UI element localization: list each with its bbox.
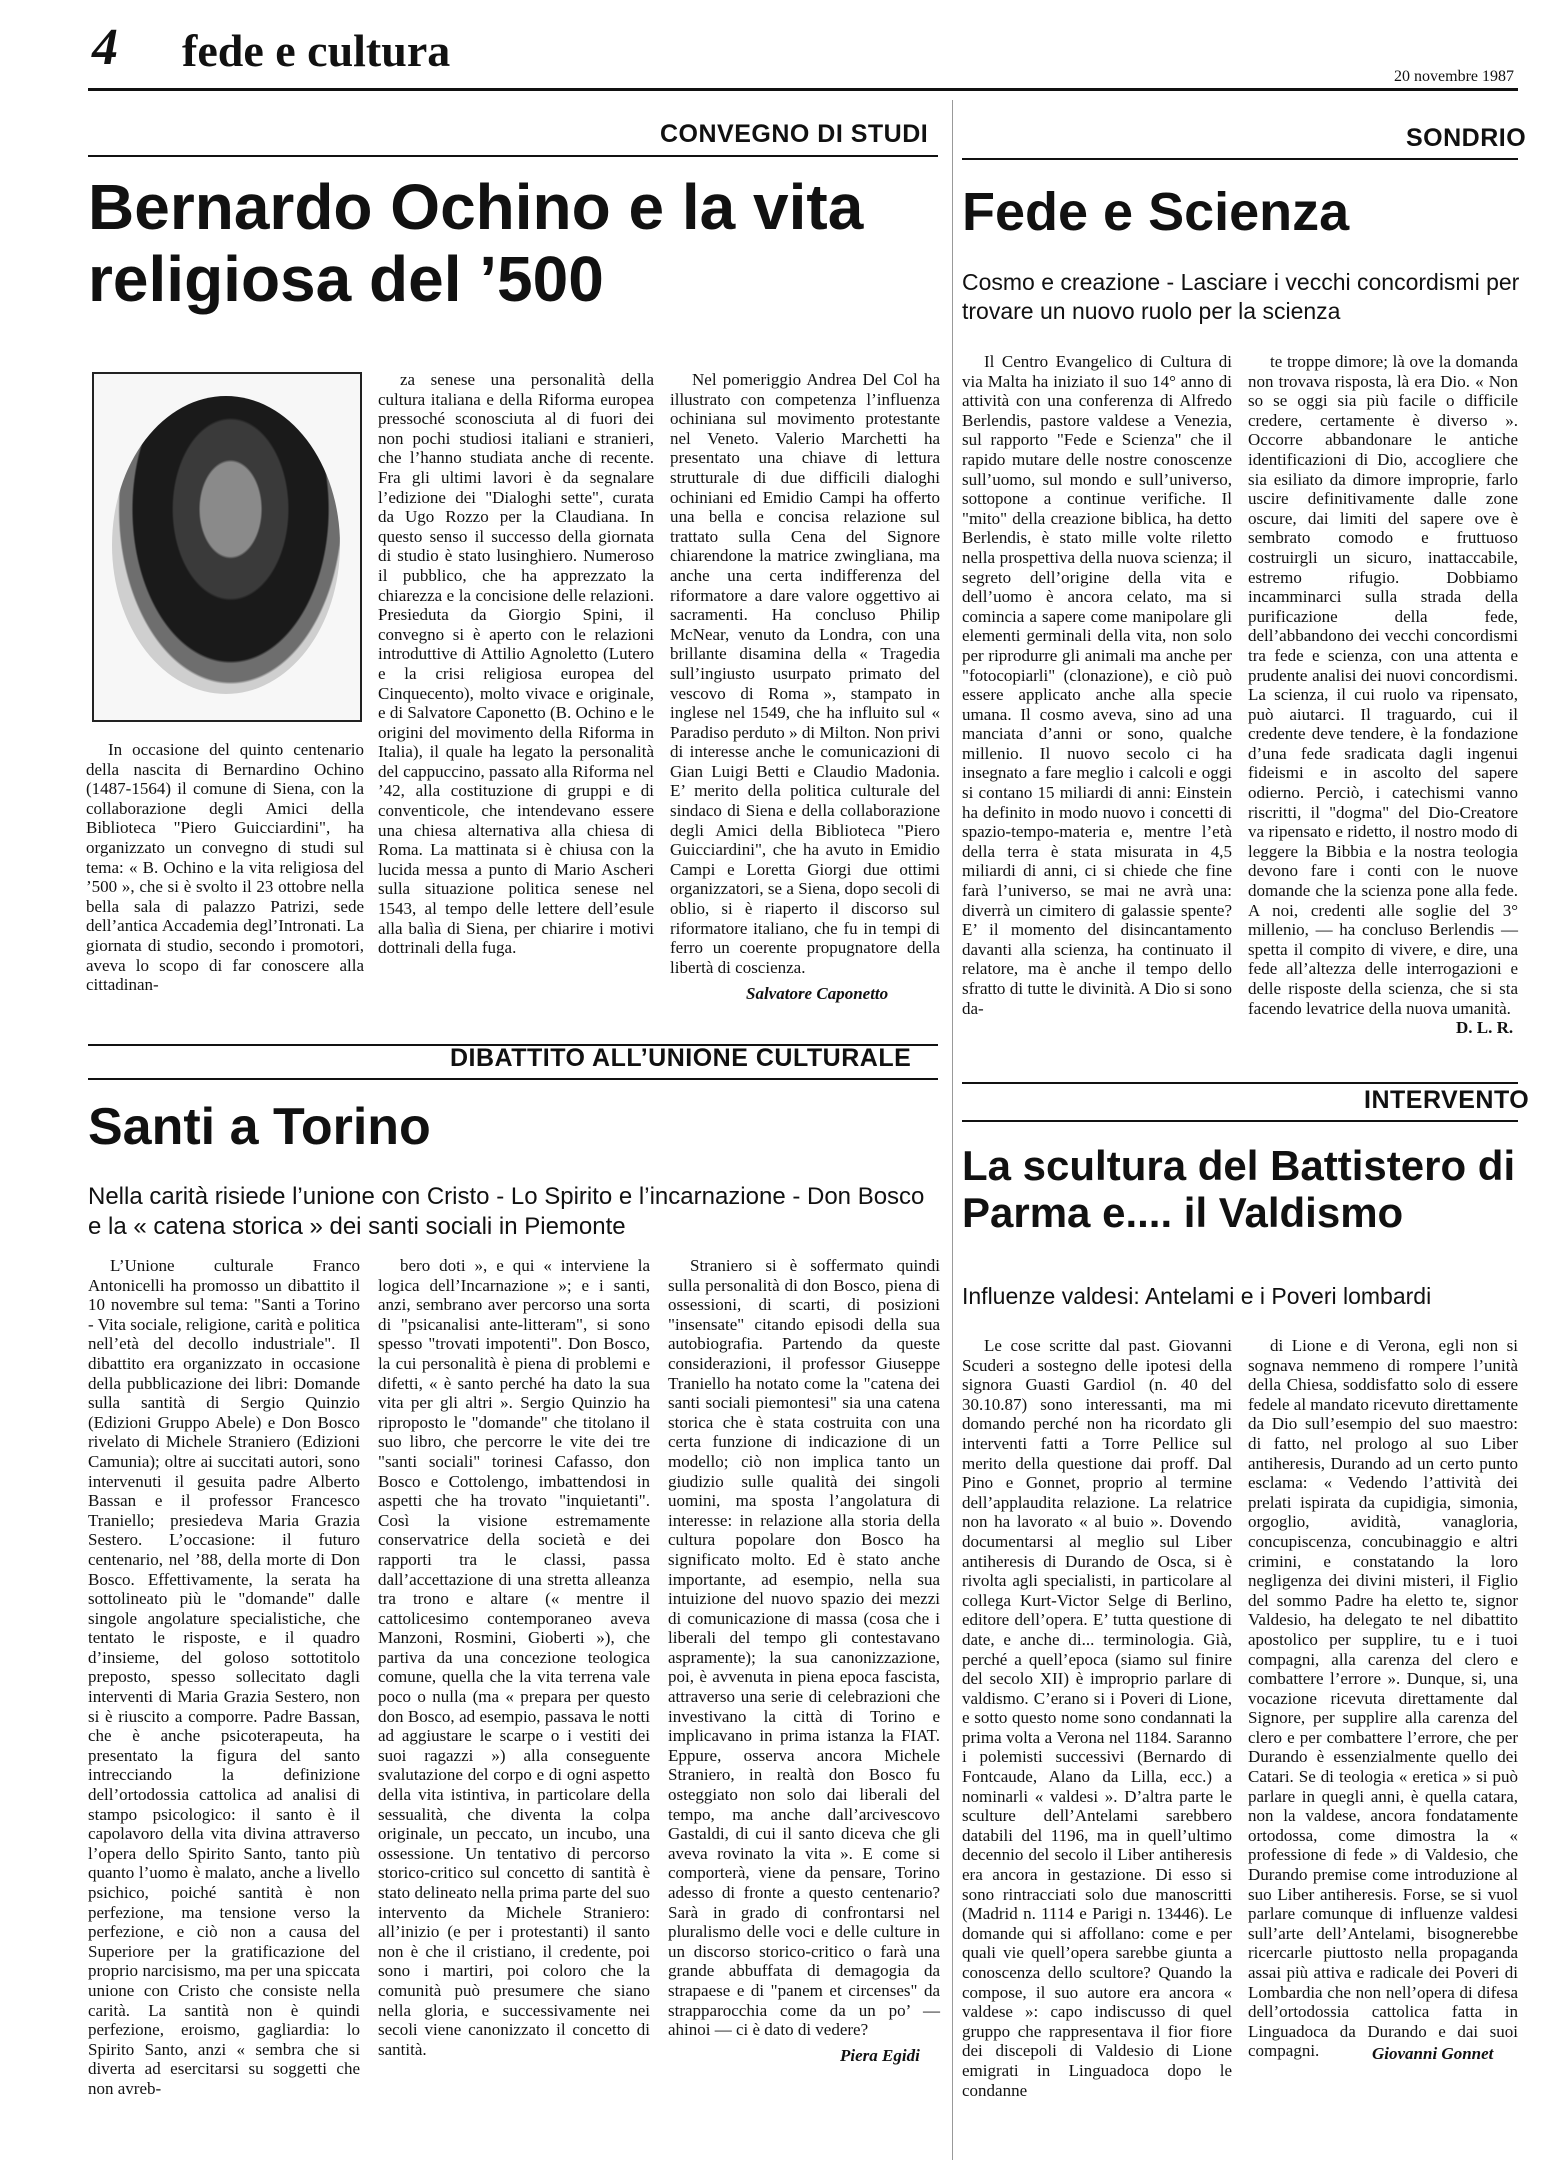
- torino-kicker-rule: [88, 1078, 938, 1080]
- battistero-text-1: Le cose scritte dal past. Giovanni Scuderi a sostegno delle ipotesi della signora Guasti Gardiol (n. 40 del 30.10.87) sono interessanti, ma mi domando perché non ha ricordato gli interventi fatti a Torre Pellice sul merito della questione dai proff. Dal Pino e Gonnet, proprio al termine dell’applaudita relazione. La relatrice non ha lavorato « al buio ». Dovendo documentarsi al meglio sul Liber antiheresis di Durando de Osca, si è rivolta agli specialisti, in particolare al collega Kurt-Victor Selge di Berlino, editore dell’opera. E’ tutta questione di date, e anche di... terminologia. Già, perché a quell’epoca (siamo sul finire del secolo XII) è improprio parlare di valdismo. C’erano si i Poveri di Lione, e sotto questo nome sono condannati la prima volta a Verona nel 1184. Saranno i polemisti successivi (Bernardo di Fontcaude, Alano da Lilla, ecc.) a nominarli « valdesi ». D’altra parte le sculture dell’Antelami sarebbero databili del 1196, ma in quell’ultimo decennio del secolo il Liber antiheresis era ancora in gestazione. Di esso si sono rintracciati solo due manoscritti (Madrid n. 1114 e Parigi n. 13446). Le domande qui si affollano: come e per quali vie quell’opera sarebbe giunta a conoscenza dello scultore? Quando la compose, il suo autore era ancora « valdese »: capo indiscusso di quel gruppo che rappresentava il fior fiore dei discepoli di Valdesio di Lione emigrati in Linguadoca dopo le condanne: [962, 1336, 1232, 2100]
- ochino-kicker: CONVEGNO DI STUDI: [660, 120, 929, 148]
- scienza-text-1: Il Centro Evangelico di Cultura di via Malta ha iniziato il suo 14° anno di attività con una conferenza di Alfredo Berlendis, pastore valdese a Venezia, sul rapporto "Fede e Scienza" che il rapido mutare delle nostre conoscenze sull’uomo, sul mondo e sull’universo, sottopone a continue verifiche. Il "mito" della creazione biblica, ha detto Berlendis, è stato mille volte riletto nella prospettiva della nuova scienza; il segreto dell’origine della vita e dell’uomo è ancora celato, ma si comincia a sapere come manipolare gli elementi germinali della vita, non solo per riprodurre gli animali ma anche per "fotocopiarli" (clonazione), e ciò può essere applicato anche alla specie umana. Il cosmo aveva, sino ad una manciata d’anni or sono, qualche millenio. Il nuovo secolo ci ha insegnato a fare meglio i calcoli e oggi si contano 15 miliardi di anni: Einstein ha definito in modo nuovo i concetti di spazio-tempo-materia e, mentre l’età della terra è stata misurata in 4,5 miliardi di anni, ci si chiede che fine farà l’universo, se mai ne avrà una: diverrà un cimitero di galassie spente? E’ il momento del disincantamento davanti alla scienza, ha continuato il relatore, ma è anche il tempo dello sfratto di tutte le divinità. A Dio si sono da-: [962, 352, 1232, 1018]
- battistero-kicker-rule: [962, 1120, 1518, 1122]
- torino-kicker: DIBATTITO ALL’UNIONE CULTURALE: [450, 1044, 912, 1072]
- section-divider-vertical: [952, 100, 953, 2160]
- ochino-text-3: Nel pomeriggio Andrea Del Col ha illustrato con competenza l’influenza ochiniana sul movimento protestante nel Veneto. Valerio Marchetti ha presentato una chiave di lettura strutturale di due difficili dialoghi ochiniani ed Emidio Campi ha offerto una bella e concisa relazione sul trattato sulla Cena del Signore chiarendone la matrice zwingliana, ma anche una certa indifferenza del riformatore a dare valore oggettivo ai sacramenti. Ha concluso Philip McNear, venuto da Londra, con una brillante disamina della « Tragedia sull’ingiusto usurpato primato del vescovo di Roma », stampato in inglese nel 1549, che ha influito sul « Paradiso perduto » di Milton. Non privi di interesse anche le comunicazioni di Gian Luigi Betti e Claudio Madonia. E’ merito della politica culturale del sindaco di Siena e della collaborazione degli Amici della Biblioteca "Piero Guicciardini", che ha avuto in Emidio Campi e Loretta Giorgi due ottimi organizzatori, se a Siena, dopo secoli di oblio, si è riaperto il discorso sul riformatore italiano, che fu in tempi di ferro un coerente propugnatore della libertà di coscienza.: [670, 370, 940, 977]
- torino-column-3: [668, 1256, 940, 2046]
- ochino-column-2: [378, 370, 654, 1054]
- torino-text-2: bero doti », e qui « interviene la logica dell’Incarnazione »; e i santi, anzi, sembrano aver percorso una sorta di "psicanalisi ante-litteram", si sono spesso "trovati impotenti". Don Bosco, la cui personalità è piena di problemi e difetti, « è santo perché ha dato la sua vita per gli altri ». Sergio Quinzio ha riproposto le "domande" che titolano il suo libro, che percorre le vite dei tre "santi sociali" torinesi Cafasso, don Bosco e Cottolengo, imbattendosi in aspetti che ha trovato "inquietanti". Così la visione estremamente conservatrice della società e dei rapporti tra le classi, passa dall’accettazione di una stretta alleanza tra trono e altare (« mentre il cattolicesimo contemporaneo aveva Manzoni, Rosmini, Gioberti »), che partiva da una concezione teologica comune, quella che la vita terrena vale poco o nulla (ma « prepara per questo don Bosco, ad esempio, passava le notti ad aggiustare le scarpe o i vestiti dei suoi ragazzi ») alla conseguente svalutazione del corpo e di ogni aspetto della vita istintiva, in particolare della sessualità, che diventa la colpa originale, un peccato, un incubo, una ossessione. Un tentativo di percorso storico-critico sul concetto di santità è stato delineato nella prima parte del suo intervento da Michele Straniero: all’inizio (e per i protestanti) il santo non è che il cristiano, il credente, poi sono i martiri, poi coloro che la comunità può presumere che siano nella gloria, e successivamente nei secoli viene canonizzato il concetto di santità.: [378, 1256, 650, 2059]
- issue-date: 20 novembre 1987: [1394, 68, 1514, 85]
- torino-deck: Nella carità risiede l’unione con Cristo - Lo Spirito e l’incarnazione - Don Bosco e la « catena storica » dei santi sociali in Piemonte: [88, 1183, 925, 1240]
- battistero-kicker: INTERVENTO: [1364, 1086, 1530, 1114]
- ochino-author: Salvatore Caponetto: [746, 984, 889, 1003]
- ochino-column-1: [86, 740, 364, 1058]
- ochino-portrait-frame: [92, 372, 362, 722]
- scienza-kicker-rule: [962, 158, 1518, 160]
- battistero-deck: Influenze valdesi: Antelami e i Poveri lombardi: [962, 1283, 1432, 1309]
- scienza-column-1: [962, 352, 1232, 1042]
- ochino-headline: Bernardo Ochino e la vita religiosa del ’500: [88, 171, 864, 315]
- masthead-rule: [88, 88, 1518, 91]
- ochino-column-3: [670, 370, 940, 982]
- page-number: 4: [92, 19, 118, 76]
- scienza-author: D. L. R.: [1456, 1018, 1514, 1037]
- battistero-author: Giovanni Gonnet: [1372, 2044, 1494, 2063]
- scienza-text-2: te troppe dimore; là ove la domanda non trovava risposta, là era Dio. « Non so se oggi sia più facile o difficile credere, certamente è diverso ». Occorre abbandonare le antiche identificazioni di Dio, accogliere che sia esiliato da dimore improprie, farlo uscire definitivamente dalle zone oscure, dai limiti del sapere ove è sembrato comodo e fruttuoso costruirgli un sicuro, inattaccabile, estremo rifugio. Dobbiamo incamminarci sulla strada della purificazione della fede, dell’abbandono dei vecchi concordismi tra fede e scienza, con una attenta e prudente analisi dei nuovi concordismi. La scienza, il cui ruolo va ripensato, può aiutarci. Il traguardo, cui il credente deve tendere, è la fondazione d’una fede sradicata dagli ingenui fideismi e in ascolto del sapere odierno. Perciò, i catechismi vanno riscritti, il "dogma" del Dio-Creatore va ripensato e ridetto, il nostro modo di leggere la Bibbia e la nostra teologia devono fare i conti con le nuove domande che la scienza pone alla fede. A noi, credenti alle soglie del 3° millenio, — ha concluso Berlendis — spetta il compito di vivere, e dire, una fede all’altezza delle interrogazioni e delle risposte della scienza, che si sta facendo levatrice della nuova umanità.: [1248, 352, 1518, 1018]
- battistero-column-1: [962, 1336, 1232, 2146]
- scienza-deck: Cosmo e creazione - Lasciare i vecchi concordismi per trovare un nuovo ruolo per la scienza: [962, 269, 1520, 324]
- torino-text-3: Straniero si è soffermato quindi sulla personalità di don Bosco, piena di ossessioni, di scarti, di posizioni "insensate" citando episodi della sua autobiografia. Partendo da queste considerazioni, il professor Giuseppe Traniello ha notato come la "catena dei santi sociali piemontesi" sia una catena storica che è stata costruita con una certa funzione di indicazione di un modello; ciò non implica tanto un giudizio sulle qualità dei singoli uomini, ma sposta l’angolatura di interesse: in relazione alla storia della cultura popolare don Bosco ha significato molto. Ed è stato anche importante, ad esempio, nella sua intuizione del nuovo spazio dei mezzi di comunicazione di massa (cosa che i liberali del tempo gli contestavano aspramente); la sua canonizzazione, poi, è avvenuta in piena epoca fascista, attraverso una serie di celebrazioni che investivano la città di Torino e implicavano in prima istanza la FIAT. Eppure, osserva ancora Michele Straniero, in realtà don Bosco fu osteggiato non solo dai liberali del tempo, ma anche dall’arcivescovo Gastaldi, di cui il santo diceva che gli aveva rovinato la vita ». E come si comporterà, viene da pensare, Torino adesso di fronte a questo centenario? Sarà in grado di confrontarsi nel pluralismo delle voci e delle culture in un discorso storico-critico o farà una grande abbuffata di demagogia da strapaese e di "panem et circenses" da strapparocchia come da un po’ — ahinoi — ci è dato di vedere?: [668, 1256, 940, 2040]
- ochino-text-1: In occasione del quinto centenario della nascita di Bernardino Ochino (1487-1564) il comune di Siena, con la collaborazione degli Amici della Biblioteca "Piero Guicciardini", ha organizzato un convegno di studi sul tema: « B. Ochino e la vita religiosa del ’500 », che si è svolto il 23 ottobre nella bella sala di palazzo Patrizi, sede dell’antica Accademia degl’Intronati. La giornata di studio, secondo i promotori, aveva lo scopo di far conoscere alla cittadinan-: [86, 740, 364, 995]
- scienza-column-2: [1248, 352, 1518, 1018]
- scienza-headline: Fede e Scienza: [962, 182, 1350, 242]
- battistero-text-2: di Lione e di Verona, egli non si sognava nemmeno di rompere l’unità della Chiesa, soddisfatto solo di essere fedele al mandato ricevuto direttamente da Dio sull’esempio del suo maestro: di fatto, nel prologo al suo Liber antiheresis, Durando ad un certo punto esclama: « Vedendo l’attività dei prelati ispirata da cupidigia, simonia, orgoglio, avidità, vanagloria, concupiscenza, concubinaggio e altri crimini, e constatando la loro negligenza dei divini misteri, il Figlio del sommo Padre ha eletto te, signor Valdesio, ha delegato te nel dibattito apostolico per supplire, tu e i tuoi compagni, alla carenza del clero e combattere l’errore ». Dunque, si, una vocazione ricevuta direttamente dal Signore, per supplire alla carenza del clero e per combattere l’errore, che per Durando è essenzialmente quello dei Catari. Se di teologia « eretica » si può parlare in quegli anni, è quella catara, non la valdese, ancora fondatamente ortodossa, come dimostra la « professione di fede » di Valdesio, che Durando premise come introduzione al suo Liber antiheresis. Forse, se si vuol parlare comunque di influenze valdesi sull’arte dell’Antelami, bisognerebbe ricercarle piuttosto nella propaganda assai più attiva e radicale dei Poveri di Lombardia che non nell’opera di difesa dell’ortodossia cattolica fatta in Linguadoca da Durando e dai suoi compagni.: [1248, 1336, 1518, 2061]
- torino-column-1: [88, 1256, 360, 2098]
- torino-headline: Santi a Torino: [88, 1098, 431, 1156]
- battistero-headline: La scultura del Battistero di Parma e.... il Valdismo: [962, 1142, 1516, 1237]
- battistero-top-rule: [962, 1082, 1518, 1084]
- scienza-kicker: SONDRIO: [1406, 124, 1527, 152]
- ochino-portrait-image: [112, 396, 340, 694]
- torino-column-2: [378, 1256, 650, 2059]
- section-title: fede e cultura: [182, 25, 451, 76]
- torino-author: Piera Egidi: [840, 2046, 920, 2065]
- ochino-kicker-rule: [88, 155, 938, 157]
- torino-text-1: L’Unione culturale Franco Antonicelli ha promosso un dibattito il 10 novembre sul tema: "Santi a Torino - Vita sociale, religione, carità e politica nell’età del decollo industriale". Il dibattito era organizzato in occasione della pubblicazione dei libri: Domande sulla santità di Sergio Quinzio (Edizioni Gruppo Abele) e Don Bosco rivelato di Michele Straniero (Edizioni Camunia); oltre ai succitati autori, sono intervenuti il gesuita padre Alberto Bassan e il professor Francesco Traniello; presiedeva Maria Grazia Sestero. L’occasione: il futuro centenario, nel ’88, della morte di Don Bosco. Effettivamente, la serata ha sottolineato più le "domande" dalle singole angolature specialistiche, che tentato le risposte, e il quadro d’insieme, del goloso sottotitolo preposto, spesso sollecitato dagli interventi di Maria Grazia Sestero, non si è riuscito a comporre. Padre Bassan, che è anche psicoterapeuta, ha presentato la figura del santo intrecciando la definizione dell’ortodossia cattolica ad analisi di stampo psicologico: il santo è il capolavoro della vita divina attraverso l’opera dello Spirito Santo, tanto più quanto l’uomo è malato, anche a livello psichico, poiché santità è non perfezione, ma tensione verso la perfezione, e ciò non a causa del Superiore per la gratificazione del proprio narcisismo, ma per una spiccata unione con Cristo che consiste nella carità. La santità non è quindi perfezione, eroismo, gagliardia: lo Spirito Santo, anzi « sembra che si diverta ad esercitarsi su soggetti che non avreb-: [88, 1256, 360, 2098]
- ochino-text-2: za senese una personalità della cultura italiana e della Riforma europea pressoché sconosciuta al di fuori dei non pochi studiosi italiani e stranieri, che l’hanno studiata anche di recente. Fra gli ultimi lavori è da segnalare l’edizione dei "Dialoghi sette", curata da Ugo Rozzo per la Claudiana. In questo senso il successo della giornata di studio è stato lusinghiero. Numeroso il pubblico, che ha apprezzato la chiarezza e la concisione delle relazioni. Presieduta da Giorgio Spini, il convegno si è aperto con le relazioni introduttive di Attilio Agnoletto (Lutero e la crisi religiosa europea del Cinquecento), molto vivace e originale, e di Salvatore Caponetto (B. Ochino e le origini del movimento della Riforma in Italia), il quale ha legato la personalità del cappuccino, passato alla Riforma nel ’42, alla costituzione di gruppi e di conventicole, che intendevano essere una chiesa alternativa alla chiesa di Roma. La mattinata si è chiusa con la lucida messa a punto di Mario Ascheri sulla situazione politica senese nel 1543, al tempo delle lettere dell’esule alla balìa di Siena, per chiarire i motivi dottrinali della fuga.: [378, 370, 654, 958]
